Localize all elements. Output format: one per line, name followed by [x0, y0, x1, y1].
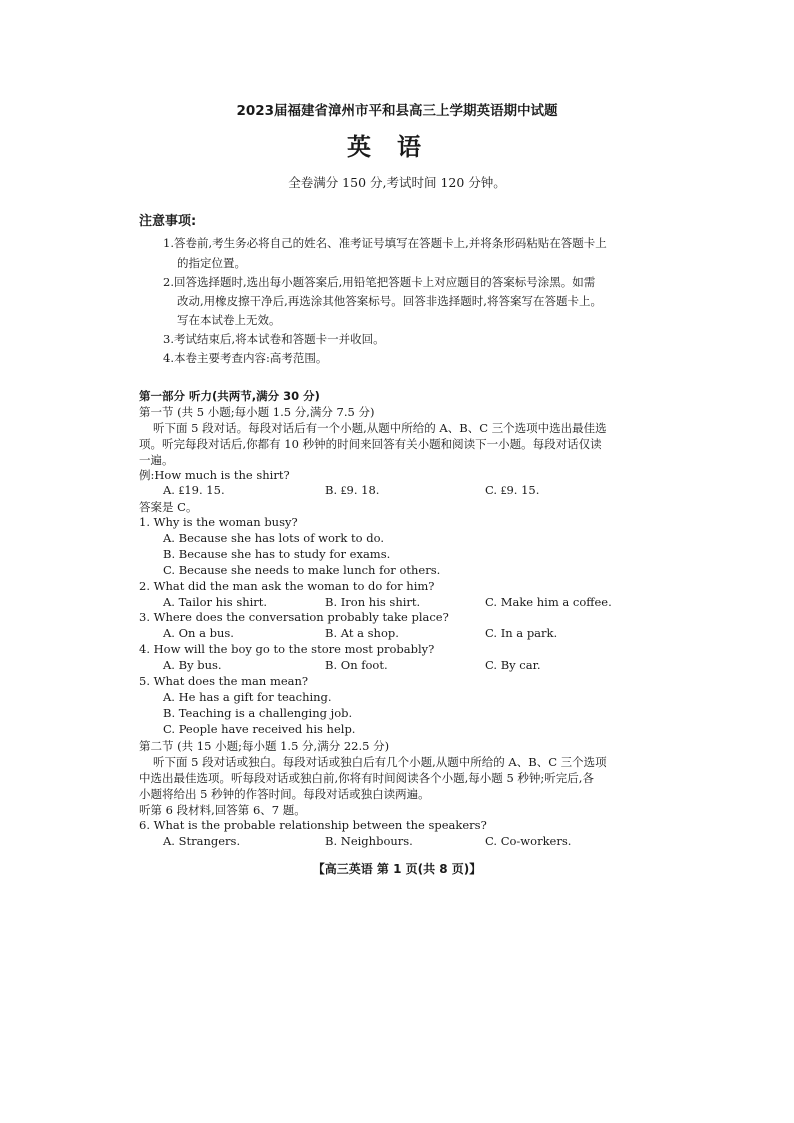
option-b: B. Iron his shirt. [325, 595, 421, 609]
notice-heading: 注意事项: [139, 214, 197, 229]
section2-instructions: 听下面 5 段对话或独白。每段对话或独白后有几个小题,从题中所给的 A、B、C 三个选项 [153, 755, 607, 769]
question-4: 4. How will the boy go to the store most probably? [139, 642, 435, 656]
option-a: A. Strangers. [163, 834, 241, 848]
section1-instructions: 项。听完每段对话后,你都有 10 秒钟的时间来回答有关小题和阅读下一小题。每段对话仅读 [139, 437, 602, 451]
option-a: A. Tailor his shirt. [163, 595, 268, 609]
option-a: A. By bus. [163, 658, 222, 672]
section2-instructions: 中选出最佳选项。听每段对话或独白前,你将有时间阅读各个小题,每小题 5 秒钟;听完后,各 [139, 771, 594, 785]
section2-heading: 第二节 (共 15 小题;每小题 1.5 分,满分 22.5 分) [139, 739, 390, 753]
notice-line: 4.本卷主要考查内容:高考范围。 [163, 351, 328, 365]
option-c: C. In a park. [485, 626, 558, 640]
page-footer: 【高三英语 第 1 页(共 8 页)】 [312, 862, 482, 876]
question-5: 5. What does the man mean? [139, 674, 309, 688]
option-c: C. By car. [485, 658, 541, 672]
option-c: C. Because she needs to make lunch for others. [163, 563, 441, 577]
section1-instructions: 听下面 5 段对话。每段对话后有一个小题,从题中所给的 A、B、C 三个选项中选出最佳选 [153, 421, 607, 435]
part1-heading: 第一部分 听力(共两节,满分 30 分) [139, 389, 320, 403]
notice-line: 写在本试卷上无效。 [177, 313, 281, 327]
notice-line: 1.答卷前,考生务必将自己的姓名、准考证号填写在答题卡上,并将条形码粘贴在答题卡上 [163, 236, 607, 250]
notice-line: 的指定位置。 [177, 256, 246, 270]
option-b: B. Teaching is a challenging job. [163, 706, 353, 720]
option-c: C. Make him a coffee. [485, 595, 612, 609]
exam-title: 2023届福建省漳州市平和县高三上学期英语期中试题 [236, 103, 558, 119]
option-c: C. Co-workers. [485, 834, 572, 848]
example-question: 例:How much is the shirt? [139, 468, 290, 482]
notice-line: 2.回答选择题时,选出每小题答案后,用铅笔把答题卡上对应题目的答案标号涂黑。如需 [163, 275, 596, 289]
option-b: B. Because she has to study for exams. [163, 547, 391, 561]
option-b: B. At a shop. [325, 626, 399, 640]
example-option-a: A. ₤19. 15. [163, 483, 225, 497]
option-c: C. People have received his help. [163, 722, 356, 736]
option-b: B. Neighbours. [325, 834, 413, 848]
question-3: 3. Where does the conversation probably take place? [139, 610, 449, 624]
section1-heading: 第一节 (共 5 小题;每小题 1.5 分,满分 7.5 分) [139, 405, 375, 419]
question-1: 1. Why is the woman busy? [139, 515, 298, 529]
material-note: 听第 6 段材料,回答第 6、7 题。 [139, 803, 306, 817]
section1-instructions: 一遍。 [139, 453, 174, 467]
option-a: A. He has a gift for teaching. [163, 690, 332, 704]
section2-instructions: 小题将给出 5 秒钟的作答时间。每段对话或独白读两遍。 [139, 787, 430, 801]
question-2: 2. What did the man ask the woman to do for him? [139, 579, 435, 593]
example-answer: 答案是 C。 [139, 500, 198, 514]
option-a: A. Because she has lots of work to do. [163, 531, 384, 545]
exam-info: 全卷满分 150 分,考试时间 120 分钟。 [288, 175, 506, 190]
example-option-c: C. ₤9. 15. [485, 483, 540, 497]
example-option-b: B. ₤9. 18. [325, 483, 380, 497]
option-b: B. On foot. [325, 658, 388, 672]
notice-line: 3.考试结束后,将本试卷和答题卡一并收回。 [163, 332, 385, 346]
option-a: A. On a bus. [163, 626, 234, 640]
subject-title: 英语 [347, 132, 447, 161]
question-6: 6. What is the probable relationship between the speakers? [139, 818, 487, 832]
notice-line: 改动,用橡皮擦干净后,再选涂其他答案标号。回答非选择题时,将答案写在答题卡上。 [177, 294, 602, 308]
